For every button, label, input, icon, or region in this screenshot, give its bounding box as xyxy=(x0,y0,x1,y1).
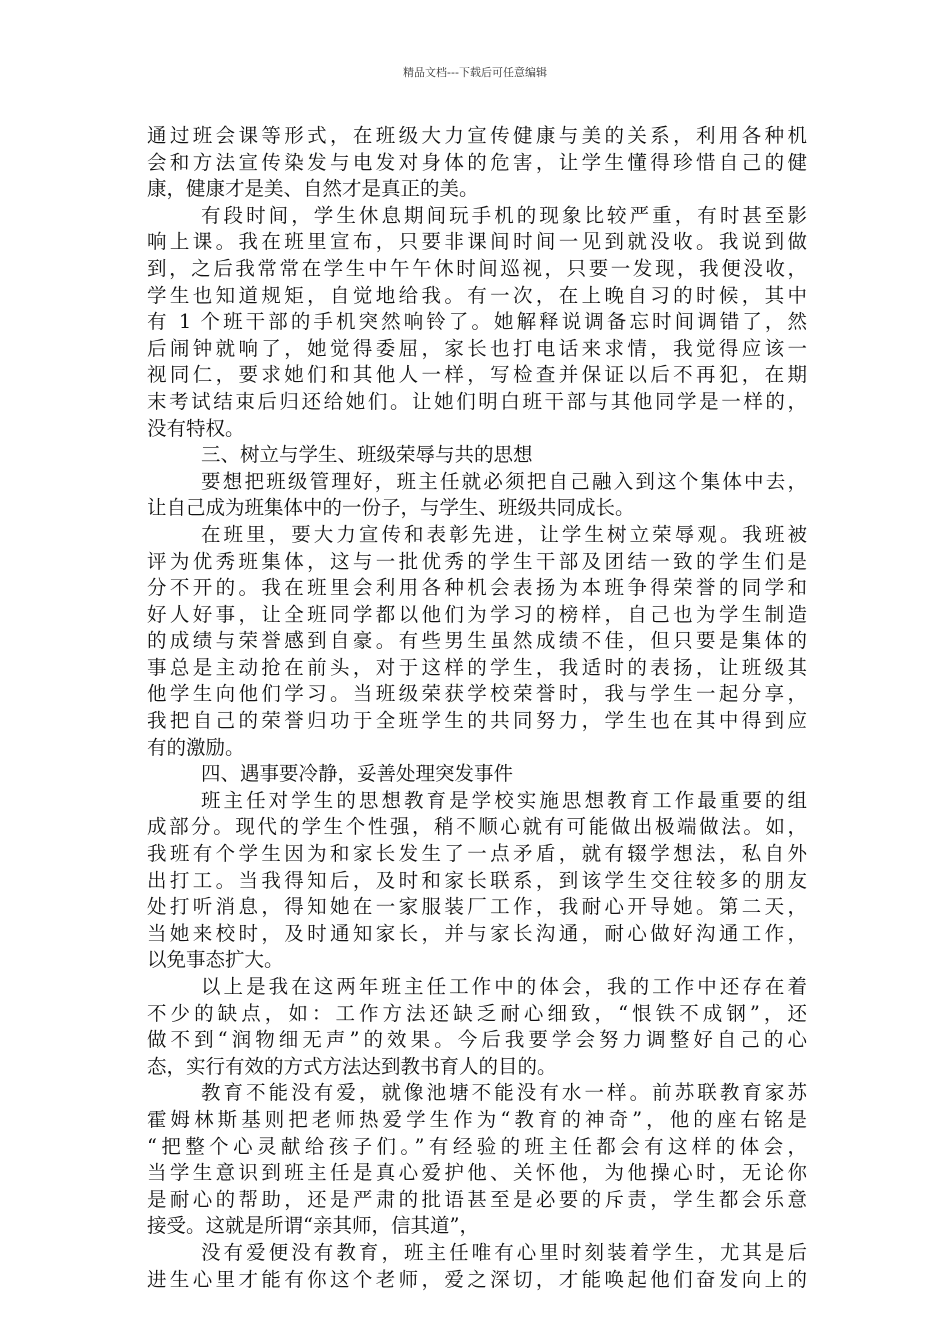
document-body xyxy=(147,123,807,1293)
text-line: 做不到“润物细无声”的效果。今后我要学会努力调整好自己的心 xyxy=(147,1028,807,1052)
text-line: 有的激励。 xyxy=(147,735,245,759)
text-line: 不少的缺点，如：工作方法还缺乏耐心细致，“恨铁不成钢”，还 xyxy=(147,1001,807,1025)
text-line: 在班里，要大力宣传和表彰先进，让学生树立荣辱观。我班被 xyxy=(201,522,807,546)
text-line: 视同仁，要求她们和其他人一样，写检查并保证以后不再犯，在期 xyxy=(147,363,807,387)
text-line: 处打听消息，得知她在一家服装厂工作，我耐心开导她。第二天， xyxy=(147,895,807,919)
text-line: 会和方法宣传染发与电发对身体的危害，让学生懂得珍惜自己的健 xyxy=(147,150,807,174)
text-line: 以免事态扩大。 xyxy=(147,948,284,972)
text-line: 以上是我在这两年班主任工作中的体会，我的工作中还存在着 xyxy=(201,975,807,998)
text-line: 成部分。现代的学生个性强，稍不顺心就有可能做出极端做法。如， xyxy=(147,815,807,839)
text-line: 到，之后我常常在学生中午午休时间巡视，只要一发现，我便没收， xyxy=(147,256,807,280)
text-line: 我把自己的荣誉归功于全班学生的共同努力，学生也在其中得到应 xyxy=(147,709,807,733)
text-line: 当学生意识到班主任是真心爱护他、关怀他，为他操心时，无论你 xyxy=(147,1161,807,1185)
text-line: 没有爱便没有教育，班主任唯有心里时刻装着学生，尤其是后 xyxy=(201,1240,807,1264)
text-line: 响上课。我在班里宣布，只要非课间时间一见到就没收。我说到做 xyxy=(147,230,807,254)
text-line: 出打工。当我得知后，及时和家长联系，到该学生交往较多的朋友 xyxy=(147,868,807,892)
text-line: 教育不能没有爱，就像池塘不能没有水一样。前苏联教育家苏 xyxy=(201,1081,807,1105)
text-line: 当她来校时，及时通知家长，并与家长沟通，耐心做好沟通工作， xyxy=(147,921,807,945)
text-line: 通过班会课等形式，在班级大力宣传健康与美的关系，利用各种机 xyxy=(147,124,807,147)
text-line: 要想把班级管理好，班主任就必须把自己融入到这个集体中去， xyxy=(201,469,807,493)
text-line: 四、遇事要冷静，妥善处理突发事件 xyxy=(201,762,514,786)
text-line: 我班有个学生因为和家长发生了一点矛盾，就有辍学想法，私自外 xyxy=(147,842,807,866)
text-line: 康，健康才是美、自然才是真正的美。 xyxy=(147,177,479,201)
text-line: 好人好事，让全班同学都以他们为学习的榜样，自己也为学生制造 xyxy=(147,602,807,626)
text-line: 班主任对学生的思想教育是学校实施思想教育工作最重要的组 xyxy=(201,788,807,812)
text-line: 有段时间，学生休息期间玩手机的现象比较严重，有时甚至影 xyxy=(201,203,807,227)
text-line: 的成绩与荣誉感到自豪。有些男生虽然成绩不佳，但只要是集体的 xyxy=(147,629,807,653)
text-line: 末考试结束后归还给她们。让她们明白班干部与其他同学是一样的， xyxy=(147,389,807,413)
text-line: 评为优秀班集体，这与一批优秀的学生干部及团结一致的学生们是 xyxy=(147,549,807,573)
text-line: 后闹钟就响了，她觉得委屈，家长也打电话来求情，我觉得应该一 xyxy=(147,336,807,360)
text-line: 态，实行有效的方式方法达到教书育人的目的。 xyxy=(147,1054,557,1078)
text-line: 接受。这就是所谓“亲其师，信其道”， xyxy=(147,1214,479,1238)
text-line: 学生也知道规矩，自觉地给我。有一次，在上晚自习的时候，其中 xyxy=(147,283,807,307)
text-line: 进生心里才能有你这个老师，爱之深切，才能唤起他们奋发向上的 xyxy=(147,1267,807,1291)
text-line: 三、树立与学生、班级荣辱与共的思想 xyxy=(201,443,533,467)
page-header: 精品文档---下载后可任意编辑 xyxy=(403,66,547,79)
text-line: 分不开的。我在班里会利用各种机会表扬为本班争得荣誉的同学和 xyxy=(147,576,807,600)
text-line: 他学生向他们学习。当班级荣获学校荣誉时，我与学生一起分享， xyxy=(147,682,807,706)
text-line: 是耐心的帮助，还是严肃的批语甚至是必要的斥责，学生都会乐意 xyxy=(147,1187,807,1211)
text-line: 霍姆林斯基则把老师热爱学生作为“教育的神奇”，他的座右铭是 xyxy=(147,1107,807,1131)
text-line: 有 1 个班干部的手机突然响铃了。她解释说调备忘时间调错了，然 xyxy=(147,310,807,334)
text-line: 没有特权。 xyxy=(147,416,245,440)
text-line: 事总是主动抢在前头，对于这样的学生，我适时的表扬，让班级其 xyxy=(147,655,807,679)
text-line: 让自己成为班集体中的一份子，与学生、班级共同成长。 xyxy=(147,496,635,520)
text-line: “把整个心灵献给孩子们。”有经验的班主任都会有这样的体会， xyxy=(147,1134,807,1158)
